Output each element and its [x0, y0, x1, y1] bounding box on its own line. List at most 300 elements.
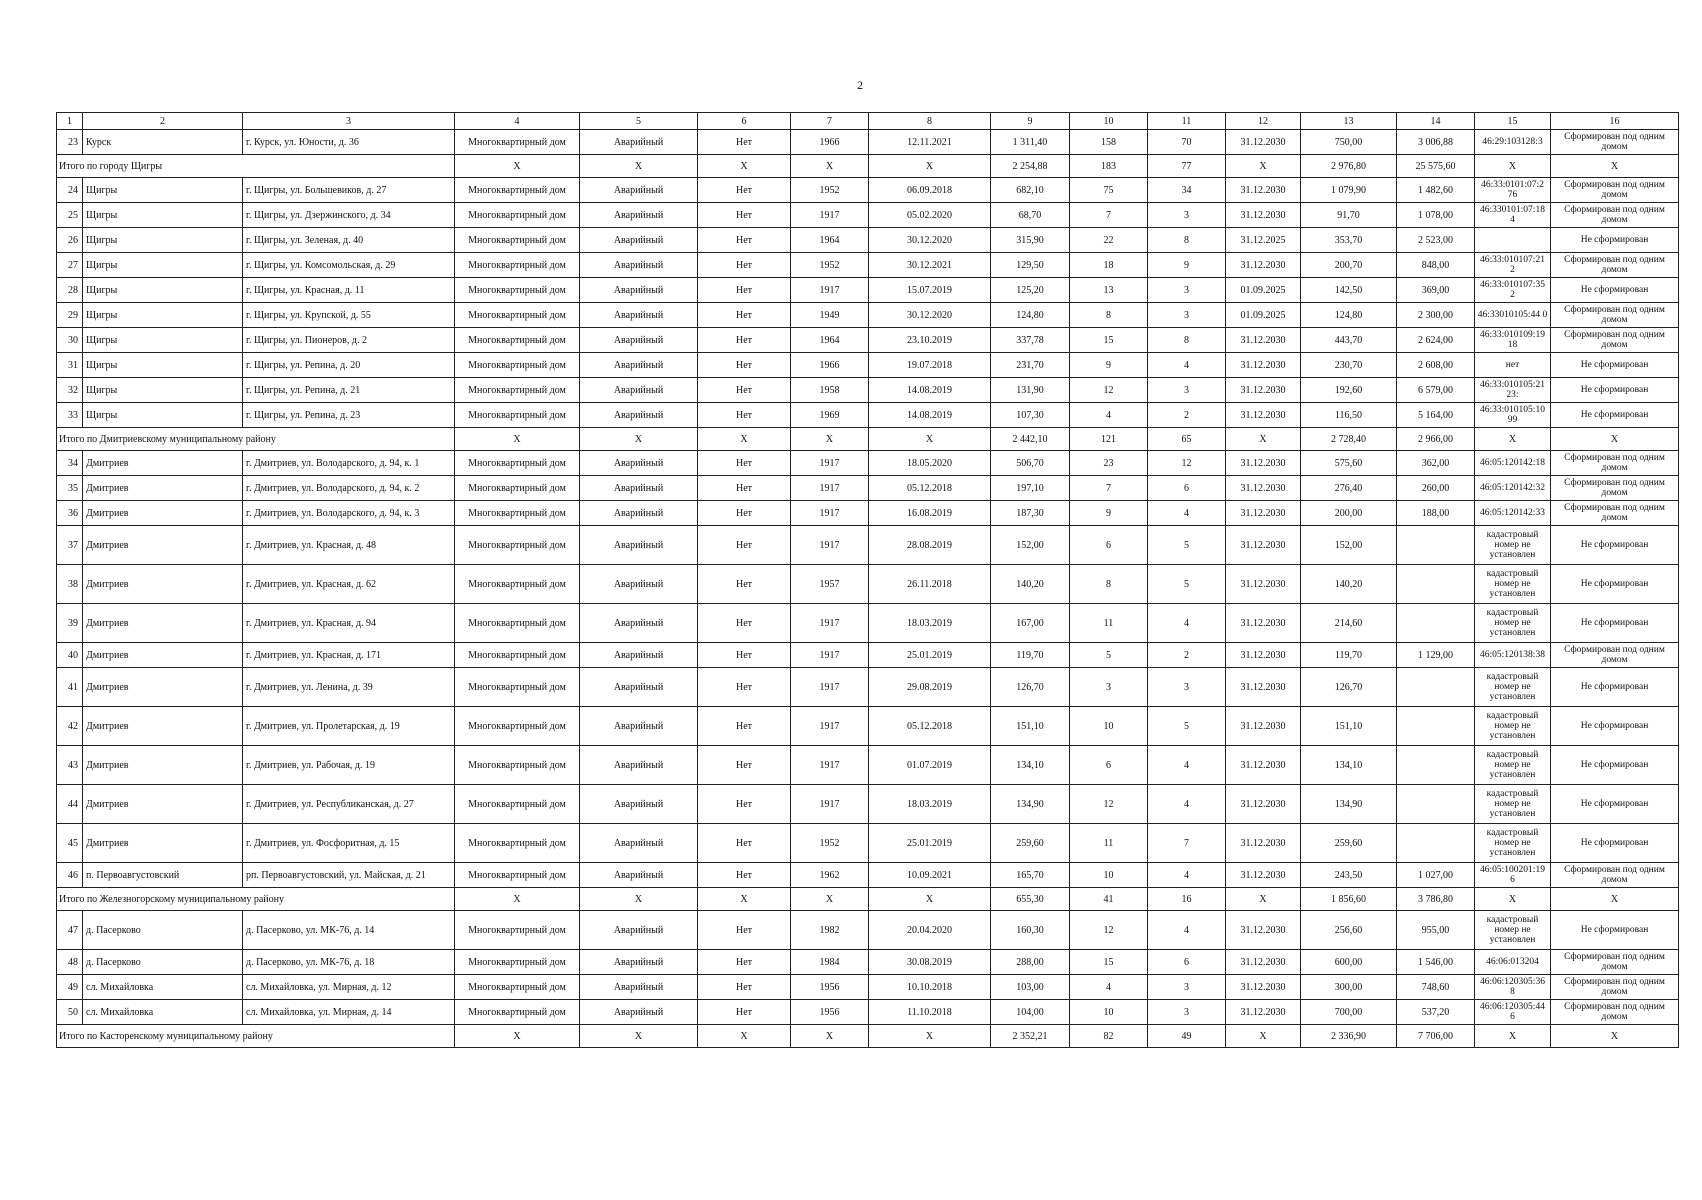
table-cell: Не сформирован	[1551, 668, 1679, 707]
table-cell: 1964	[791, 328, 869, 353]
table-cell: Аварийный	[580, 353, 698, 378]
table-cell: 506,70	[991, 451, 1070, 476]
table-cell: 3	[1148, 975, 1226, 1000]
table-row	[57, 203, 1679, 228]
table-cell: 5	[1148, 565, 1226, 604]
table-cell: 188,00	[1397, 501, 1475, 526]
table-cell: г. Щигры, ул. Большевиков, д. 27	[243, 178, 455, 203]
table-cell: 12	[1070, 785, 1148, 824]
table-cell: 10.09.2021	[869, 863, 991, 888]
table-cell: 31.12.2030	[1226, 403, 1301, 428]
table-cell: 443,70	[1301, 328, 1397, 353]
table-cell: Нет	[698, 863, 791, 888]
table-cell: Щигры	[83, 303, 243, 328]
table-cell: Щигры	[83, 228, 243, 253]
table-cell: Нет	[698, 746, 791, 785]
table-cell: 4	[1148, 501, 1226, 526]
subtotal-cell: 121	[1070, 428, 1148, 451]
table-cell: 31.12.2030	[1226, 643, 1301, 668]
table-cell: Не сформирован	[1551, 378, 1679, 403]
table-cell: 142,50	[1301, 278, 1397, 303]
column-number-header: 13	[1301, 113, 1397, 130]
table-cell: г. Дмитриев, ул. Фосфоритная, д. 15	[243, 824, 455, 863]
table-cell: 16.08.2019	[869, 501, 991, 526]
table-cell: 36	[57, 501, 83, 526]
table-cell: Не сформирован	[1551, 604, 1679, 643]
table-cell: Не сформирован	[1551, 278, 1679, 303]
subtotal-cell: 2 976,80	[1301, 155, 1397, 178]
table-cell: 31.12.2030	[1226, 604, 1301, 643]
table-cell: 682,10	[991, 178, 1070, 203]
table-row	[57, 303, 1679, 328]
table-cell: 152,00	[991, 526, 1070, 565]
table-cell: 1917	[791, 604, 869, 643]
table-cell: Многоквартирный дом	[455, 203, 580, 228]
table-cell: 15.07.2019	[869, 278, 991, 303]
table-cell: 15	[1070, 328, 1148, 353]
table-cell: 1958	[791, 378, 869, 403]
subtotal-cell: X	[869, 155, 991, 178]
table-cell: Многоквартирный дом	[455, 863, 580, 888]
table-cell: 1917	[791, 203, 869, 228]
table-cell: 44	[57, 785, 83, 824]
table-cell: 7	[1070, 203, 1148, 228]
table-cell: Многоквартирный дом	[455, 824, 580, 863]
table-cell: 259,60	[991, 824, 1070, 863]
table-cell: 6 579,00	[1397, 378, 1475, 403]
table-cell: 124,80	[991, 303, 1070, 328]
table-cell: 31.12.2030	[1226, 253, 1301, 278]
table-row	[57, 785, 1679, 824]
table-cell	[1397, 668, 1475, 707]
table-cell: Не сформирован	[1551, 746, 1679, 785]
table-cell: 600,00	[1301, 950, 1397, 975]
subtotal-cell: 82	[1070, 1025, 1148, 1048]
table-cell: г. Щигры, ул. Репина, д. 21	[243, 378, 455, 403]
table-cell: 31.12.2030	[1226, 378, 1301, 403]
table-cell: 1917	[791, 451, 869, 476]
table-cell: Аварийный	[580, 501, 698, 526]
table-cell: 197,10	[991, 476, 1070, 501]
table-cell: Нет	[698, 328, 791, 353]
table-cell: 3	[1148, 378, 1226, 403]
table-cell: 31.12.2030	[1226, 824, 1301, 863]
subtotal-cell: 3 786,80	[1397, 888, 1475, 911]
table-cell: 24	[57, 178, 83, 203]
table-cell: 14.08.2019	[869, 378, 991, 403]
table-cell: 46:33010105:44 0	[1475, 303, 1551, 328]
table-cell: Аварийный	[580, 643, 698, 668]
table-cell: 124,80	[1301, 303, 1397, 328]
table-cell: 14.08.2019	[869, 403, 991, 428]
table-cell: 750,00	[1301, 130, 1397, 155]
table-cell: 1952	[791, 178, 869, 203]
subtotal-cell: X	[1551, 428, 1679, 451]
table-cell: 5 164,00	[1397, 403, 1475, 428]
table-row	[57, 668, 1679, 707]
column-number-header: 15	[1475, 113, 1551, 130]
table-cell: сл. Михайловка	[83, 975, 243, 1000]
table-cell: Нет	[698, 824, 791, 863]
table-cell: Аварийный	[580, 911, 698, 950]
table-cell: 29.08.2019	[869, 668, 991, 707]
table-cell: 30.12.2021	[869, 253, 991, 278]
table-cell: 1966	[791, 130, 869, 155]
table-cell: кадастровый номер не установлен	[1475, 911, 1551, 950]
table-cell: Сформирован под одним домом	[1551, 476, 1679, 501]
table-cell: Сформирован под одним домом	[1551, 863, 1679, 888]
table-cell: рп. Первоавгустовский, ул. Майская, д. 21	[243, 863, 455, 888]
column-number-header-row	[57, 113, 1679, 130]
subtotal-cell: X	[1475, 155, 1551, 178]
table-cell: кадастровый номер не установлен	[1475, 565, 1551, 604]
table-cell: Аварийный	[580, 228, 698, 253]
table-cell: 1 079,90	[1301, 178, 1397, 203]
table-cell: Нет	[698, 178, 791, 203]
table-cell: сл. Михайловка, ул. Мирная, д. 12	[243, 975, 455, 1000]
column-number-header: 2	[83, 113, 243, 130]
column-number-header: 4	[455, 113, 580, 130]
subtotal-cell: X	[698, 428, 791, 451]
table-cell: 243,50	[1301, 863, 1397, 888]
table-cell: кадастровый номер не установлен	[1475, 746, 1551, 785]
table-cell: кадастровый номер не установлен	[1475, 668, 1551, 707]
table-cell	[1397, 565, 1475, 604]
table-row	[57, 863, 1679, 888]
table-cell: 46:33:010107:21 2	[1475, 253, 1551, 278]
table-cell: 1 027,00	[1397, 863, 1475, 888]
table-cell: 134,10	[1301, 746, 1397, 785]
table-cell: Нет	[698, 1000, 791, 1025]
table-cell: г. Дмитриев, ул. Володарского, д. 94, к. 2	[243, 476, 455, 501]
table-cell: 167,00	[991, 604, 1070, 643]
table-cell: 1 078,00	[1397, 203, 1475, 228]
table-cell: 300,00	[1301, 975, 1397, 1000]
table-cell: 47	[57, 911, 83, 950]
subtotal-cell: X	[869, 888, 991, 911]
table-cell: 126,70	[991, 668, 1070, 707]
table-cell	[1397, 604, 1475, 643]
table-cell: г. Дмитриев, ул. Пролетарская, д. 19	[243, 707, 455, 746]
table-cell: 40	[57, 643, 83, 668]
table-cell: Многоквартирный дом	[455, 501, 580, 526]
table-cell: 42	[57, 707, 83, 746]
table-cell: 748,60	[1397, 975, 1475, 1000]
table-cell: 104,00	[991, 1000, 1070, 1025]
subtotal-cell: X	[1551, 1025, 1679, 1048]
table-cell: 31.12.2030	[1226, 668, 1301, 707]
table-row	[57, 526, 1679, 565]
table-cell: 28	[57, 278, 83, 303]
table-cell: 1 482,60	[1397, 178, 1475, 203]
table-cell: Нет	[698, 975, 791, 1000]
subtotal-cell: X	[1551, 155, 1679, 178]
subtotal-cell: X	[1551, 888, 1679, 911]
table-cell: 3	[1070, 668, 1148, 707]
table-cell	[1397, 824, 1475, 863]
table-cell: 151,10	[1301, 707, 1397, 746]
table-cell: 27	[57, 253, 83, 278]
table-cell: 91,70	[1301, 203, 1397, 228]
table-cell: Аварийный	[580, 950, 698, 975]
table-cell: Многоквартирный дом	[455, 746, 580, 785]
table-cell: Многоквартирный дом	[455, 476, 580, 501]
table-cell: 103,00	[991, 975, 1070, 1000]
table-row	[57, 178, 1679, 203]
table-cell: 31.12.2030	[1226, 203, 1301, 228]
table-cell: г. Щигры, ул. Пионеров, д. 2	[243, 328, 455, 353]
table-row	[57, 403, 1679, 428]
table-cell: 4	[1148, 746, 1226, 785]
table-cell: 46:05:120142:33	[1475, 501, 1551, 526]
table-cell: 6	[1070, 746, 1148, 785]
table-cell: Аварийный	[580, 403, 698, 428]
table-cell: 31.12.2030	[1226, 975, 1301, 1000]
column-number-header: 5	[580, 113, 698, 130]
subtotal-cell: X	[580, 155, 698, 178]
table-cell: Аварийный	[580, 378, 698, 403]
table-cell: 1964	[791, 228, 869, 253]
table-cell: 700,00	[1301, 1000, 1397, 1025]
table-cell: Многоквартирный дом	[455, 253, 580, 278]
table-cell: Дмитриев	[83, 526, 243, 565]
subtotal-label: Итого по Касторенскому муниципальному району	[57, 1025, 455, 1048]
table-cell: 4	[1148, 604, 1226, 643]
table-cell: Щигры	[83, 328, 243, 353]
table-cell: 28.08.2019	[869, 526, 991, 565]
table-cell: 1982	[791, 911, 869, 950]
table-cell: Сформирован под одним домом	[1551, 130, 1679, 155]
table-cell: Не сформирован	[1551, 403, 1679, 428]
table-cell: 8	[1148, 228, 1226, 253]
table-row	[57, 253, 1679, 278]
table-cell: Аварийный	[580, 130, 698, 155]
table-cell: д. Пасерково, ул. МК-76, д. 18	[243, 950, 455, 975]
table-cell: 31	[57, 353, 83, 378]
subtotal-cell: X	[791, 888, 869, 911]
table-cell: 12	[1148, 451, 1226, 476]
table-cell: 1956	[791, 1000, 869, 1025]
subtotal-cell: X	[791, 428, 869, 451]
table-cell: Многоквартирный дом	[455, 378, 580, 403]
table-cell: Аварийный	[580, 203, 698, 228]
table-cell: г. Дмитриев, ул. Ленина, д. 39	[243, 668, 455, 707]
column-number-header: 1	[57, 113, 83, 130]
table-cell: 49	[57, 975, 83, 1000]
table-cell: Нет	[698, 278, 791, 303]
table-cell: Аварийный	[580, 451, 698, 476]
subtotal-cell: X	[698, 155, 791, 178]
table-cell: 25.01.2019	[869, 824, 991, 863]
table-cell: 3	[1148, 668, 1226, 707]
table-row	[57, 950, 1679, 975]
table-cell: 68,70	[991, 203, 1070, 228]
table-cell: Не сформирован	[1551, 911, 1679, 950]
table-cell: 31.12.2030	[1226, 178, 1301, 203]
table-cell: 10	[1070, 707, 1148, 746]
table-cell: 1949	[791, 303, 869, 328]
table-cell: 8	[1148, 328, 1226, 353]
table-row	[57, 911, 1679, 950]
table-cell: 31.12.2030	[1226, 863, 1301, 888]
subtotal-row	[57, 888, 1679, 911]
table-cell	[1397, 526, 1475, 565]
table-cell: г. Щигры, ул. Дзержинского, д. 34	[243, 203, 455, 228]
table-cell: 8	[1070, 303, 1148, 328]
table-cell: Аварийный	[580, 328, 698, 353]
table-cell: Многоквартирный дом	[455, 353, 580, 378]
table-cell: г. Дмитриев, ул. Володарского, д. 94, к. 1	[243, 451, 455, 476]
table-cell: 955,00	[1397, 911, 1475, 950]
table-cell: 46:06:013204	[1475, 950, 1551, 975]
table-cell: Аварийный	[580, 824, 698, 863]
table-cell: 12	[1070, 378, 1148, 403]
table-cell: кадастровый номер не установлен	[1475, 526, 1551, 565]
table-cell: Многоквартирный дом	[455, 526, 580, 565]
table-cell: Многоквартирный дом	[455, 604, 580, 643]
table-cell: Многоквартирный дом	[455, 403, 580, 428]
subtotal-row	[57, 155, 1679, 178]
table-cell: г. Курск, ул. Юности, д. 36	[243, 130, 455, 155]
subtotal-cell: X	[455, 155, 580, 178]
table-cell: г. Щигры, ул. Зеленая, д. 40	[243, 228, 455, 253]
table-cell: Щигры	[83, 378, 243, 403]
table-cell: 31.12.2030	[1226, 353, 1301, 378]
table-cell: Многоквартирный дом	[455, 643, 580, 668]
table-cell: Многоквартирный дом	[455, 328, 580, 353]
table-cell: Нет	[698, 253, 791, 278]
table-row	[57, 824, 1679, 863]
table-cell: 31.12.2030	[1226, 565, 1301, 604]
table-cell: Щигры	[83, 203, 243, 228]
subtotal-row	[57, 428, 1679, 451]
table-body	[57, 113, 1679, 1048]
table-cell: 160,30	[991, 911, 1070, 950]
subtotal-cell: 183	[1070, 155, 1148, 178]
table-cell: 1917	[791, 278, 869, 303]
table-cell: Многоквартирный дом	[455, 130, 580, 155]
table-cell: 288,00	[991, 950, 1070, 975]
table-row	[57, 278, 1679, 303]
table-cell: г. Щигры, ул. Комсомольская, д. 29	[243, 253, 455, 278]
column-number-header: 16	[1551, 113, 1679, 130]
table-cell: 11	[1070, 824, 1148, 863]
subtotal-cell: 2 352,21	[991, 1025, 1070, 1048]
subtotal-cell: X	[1226, 428, 1301, 451]
table-row	[57, 476, 1679, 501]
table-cell: 46:05:120142:32	[1475, 476, 1551, 501]
table-cell: 10.10.2018	[869, 975, 991, 1000]
table-row	[57, 501, 1679, 526]
table-cell: Аварийный	[580, 303, 698, 328]
table-cell: Аварийный	[580, 668, 698, 707]
table-cell: 1966	[791, 353, 869, 378]
table-cell: 46:33:0101:07:2 76	[1475, 178, 1551, 203]
table-cell: Нет	[698, 501, 791, 526]
subtotal-cell: 655,30	[991, 888, 1070, 911]
table-cell: Многоквартирный дом	[455, 228, 580, 253]
table-cell	[1397, 746, 1475, 785]
table-cell: Сформирован под одним домом	[1551, 1000, 1679, 1025]
table-cell: 46:06:120305:44 6	[1475, 1000, 1551, 1025]
table-cell: Многоквартирный дом	[455, 451, 580, 476]
table-cell: 187,30	[991, 501, 1070, 526]
table-cell: 129,50	[991, 253, 1070, 278]
table-cell: г. Щигры, ул. Крупской, д. 55	[243, 303, 455, 328]
subtotal-cell: X	[869, 1025, 991, 1048]
table-cell: Нет	[698, 353, 791, 378]
table-cell: 140,20	[991, 565, 1070, 604]
table-cell: 3 006,88	[1397, 130, 1475, 155]
subtotal-cell: 2 336,90	[1301, 1025, 1397, 1048]
table-cell: Дмитриев	[83, 451, 243, 476]
table-cell: 34	[57, 451, 83, 476]
table-cell	[1397, 707, 1475, 746]
table-cell: 230,70	[1301, 353, 1397, 378]
table-cell: Сформирован под одним домом	[1551, 328, 1679, 353]
table-cell: Нет	[698, 911, 791, 950]
table-cell: 35	[57, 476, 83, 501]
table-cell: 26	[57, 228, 83, 253]
table-cell: 13	[1070, 278, 1148, 303]
table-cell: Нет	[698, 950, 791, 975]
table-cell: 70	[1148, 130, 1226, 155]
subtotal-cell: 41	[1070, 888, 1148, 911]
table-cell: 25.01.2019	[869, 643, 991, 668]
table-cell: 31.12.2030	[1226, 746, 1301, 785]
subtotal-cell: X	[698, 1025, 791, 1048]
column-number-header: 7	[791, 113, 869, 130]
table-cell: 30.08.2019	[869, 950, 991, 975]
table-cell: 30.12.2020	[869, 303, 991, 328]
table-cell: Щигры	[83, 178, 243, 203]
subtotal-cell: 2 442,10	[991, 428, 1070, 451]
table-cell: кадастровый номер не установлен	[1475, 824, 1551, 863]
table-cell: 46:33:010107:35 2	[1475, 278, 1551, 303]
table-cell: 4	[1148, 911, 1226, 950]
table-cell: сл. Михайловка, ул. Мирная, д. 14	[243, 1000, 455, 1025]
table-cell: 4	[1148, 863, 1226, 888]
table-cell: 369,00	[1397, 278, 1475, 303]
table-cell: 75	[1070, 178, 1148, 203]
table-cell: 11	[1070, 604, 1148, 643]
subtotal-row	[57, 1025, 1679, 1048]
table-cell: 31.12.2030	[1226, 451, 1301, 476]
table-cell: 151,10	[991, 707, 1070, 746]
subtotal-cell: X	[580, 1025, 698, 1048]
table-cell: 31.12.2030	[1226, 476, 1301, 501]
table-cell: Аварийный	[580, 1000, 698, 1025]
table-row	[57, 328, 1679, 353]
table-cell: Нет	[698, 604, 791, 643]
table-cell: Нет	[698, 378, 791, 403]
table-cell: Курск	[83, 130, 243, 155]
table-cell: Нет	[698, 785, 791, 824]
table-cell: д. Пасерково, ул. МК-76, д. 14	[243, 911, 455, 950]
table-cell: Аварийный	[580, 707, 698, 746]
table-cell: 119,70	[991, 643, 1070, 668]
table-cell: кадастровый номер не установлен	[1475, 707, 1551, 746]
table-cell: г. Щигры, ул. Репина, д. 20	[243, 353, 455, 378]
table-cell: 1969	[791, 403, 869, 428]
column-number-header: 12	[1226, 113, 1301, 130]
table-row	[57, 643, 1679, 668]
column-number-header: 11	[1148, 113, 1226, 130]
table-cell: 107,30	[991, 403, 1070, 428]
table-cell: Не сформирован	[1551, 565, 1679, 604]
table-cell: Многоквартирный дом	[455, 1000, 580, 1025]
table-row	[57, 130, 1679, 155]
